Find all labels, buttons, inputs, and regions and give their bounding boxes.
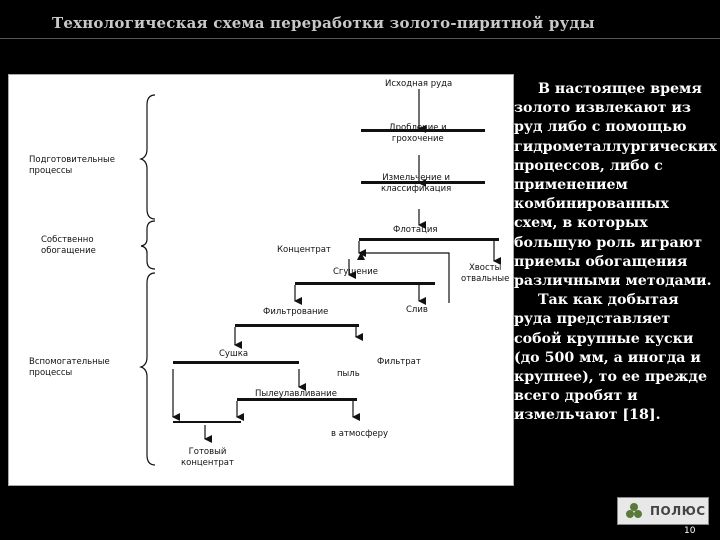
bar-drying	[173, 361, 299, 364]
logo-text: ПОЛЮС	[650, 504, 706, 518]
node-crushing: Дробление и грохочение	[389, 123, 447, 144]
node-ore: Исходная руда	[385, 79, 453, 89]
node-atmosphere: в атмосферу	[331, 429, 389, 439]
node-drain: Слив	[406, 305, 428, 315]
node-grinding: Измельчение и классификация	[381, 173, 452, 194]
node-concentrate: Концентрат	[277, 245, 331, 255]
description-paragraph-1: В настоящее время золото извлекают из руд либо с помощью гидрометаллургических процессов, либо с применением комбинированных схем, в которых большую роль играют приемы обогащения различными методами.	[514, 81, 717, 290]
node-filtration: Фильтрование	[263, 307, 329, 317]
slide-title: Технологическая схема переработки золото-пиритной руды	[52, 14, 595, 32]
bar-thickening	[295, 282, 435, 285]
node-flotation: Флотация	[393, 225, 438, 235]
brace-auxiliary	[141, 273, 155, 465]
brace-main	[141, 221, 155, 269]
bar-product-merge	[173, 421, 241, 423]
node-tailings: Хвосты отвальные	[461, 263, 510, 284]
stage-label-preparatory: Подготовительные процессы	[29, 155, 115, 176]
node-dust-collection: Пылеулавливание	[255, 389, 337, 399]
title-divider	[0, 38, 720, 39]
node-final-concentrate: Готовый концентрат	[181, 447, 234, 468]
description-paragraph-2: Так как добытая руда представляет собой крупные куски (до 500 мм, а иногда и крупнее), то ее прежде всего дробят и измельчают [18].	[514, 292, 707, 424]
stage-label-main: Собственно обогащение	[41, 235, 96, 256]
description-text	[514, 80, 717, 460]
stage-label-auxiliary: Вспомогательные процессы	[29, 357, 110, 378]
page-number: 10	[684, 526, 696, 536]
node-filtrate: Фильтрат	[377, 357, 421, 367]
bar-flotation	[359, 238, 499, 241]
node-thickening: Сгущение	[333, 267, 378, 277]
brace-preparatory	[141, 95, 155, 219]
bar-filtration	[235, 324, 359, 327]
company-logo	[617, 497, 709, 525]
logo-mark-icon	[624, 501, 644, 521]
node-dust: пыль	[337, 369, 360, 379]
flow-diagram	[8, 74, 514, 486]
node-drying: Сушка	[219, 349, 249, 359]
